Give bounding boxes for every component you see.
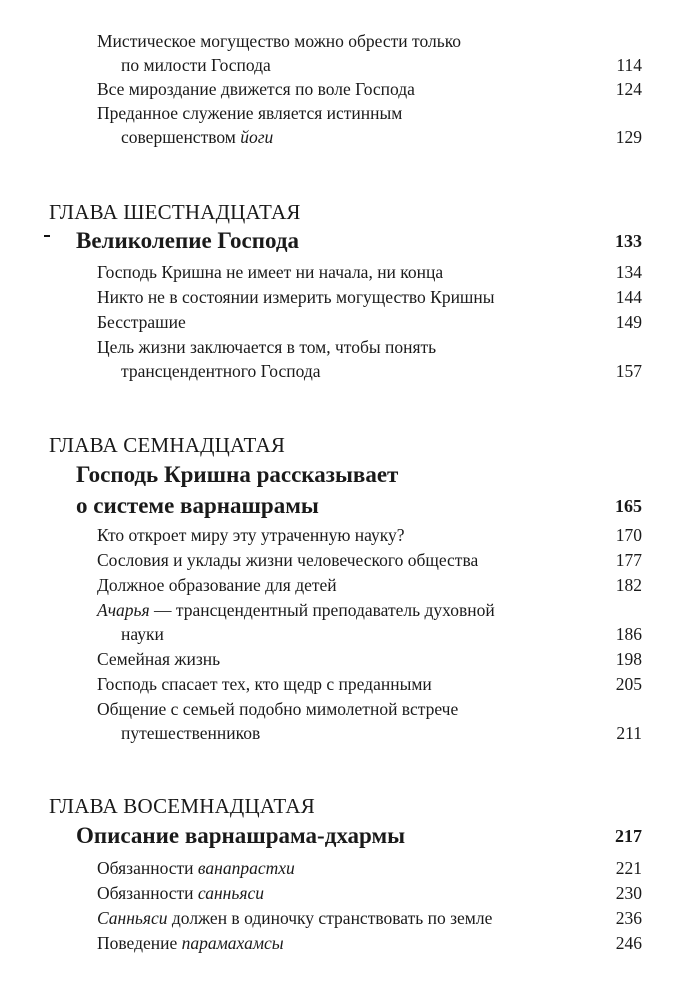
toc-page-number: 221 <box>615 858 642 878</box>
toc-entry[interactable] <box>97 697 557 745</box>
toc-entry-text: Кто откроет миру эту утраченную науку? <box>97 525 405 545</box>
toc-page-number: 144 <box>615 287 642 307</box>
toc-entry-text: Все мироздание движется по воле Господа <box>97 79 415 99</box>
toc-entry[interactable] <box>97 647 557 671</box>
toc-entry-text: Бесстрашие <box>97 312 186 332</box>
toc-entry-text-cont: науки <box>121 624 164 644</box>
chapter-page-number: 217 <box>615 826 642 846</box>
toc-entry[interactable] <box>97 29 557 77</box>
toc-entry-text <box>97 883 264 903</box>
toc-entry-italic: парамахамсы <box>181 933 284 953</box>
toc-entry-italic: Ачарья <box>97 600 150 620</box>
toc-entry-plain: — трансцендентный преподаватель духовной <box>149 600 495 620</box>
toc-entry[interactable] <box>97 523 557 547</box>
toc-entry[interactable] <box>97 260 557 284</box>
toc-entry[interactable] <box>97 335 557 383</box>
chapter-page-number: 133 <box>615 231 642 251</box>
toc-entry-italic: санньяси <box>197 883 264 903</box>
toc-page-number: 198 <box>615 649 642 669</box>
toc-page-number: 124 <box>615 79 642 99</box>
chapter-heading: ГЛАВА СЕМНАДЦАТАЯ <box>49 433 286 457</box>
toc-entry-text-cont: трансцендентного Господа <box>121 361 321 381</box>
toc-page-number: 205 <box>615 674 642 694</box>
toc-page-number: 157 <box>615 361 642 381</box>
toc-page-number: 246 <box>615 933 642 953</box>
toc-entry[interactable] <box>97 548 557 572</box>
toc-entry-text: Мистическое могущество можно обрести только <box>97 31 462 51</box>
toc-entry-text: Преданное служение является истинным <box>97 103 403 123</box>
toc-entry-plain: совершенством <box>121 127 241 147</box>
chapter-title[interactable]: Господь Кришна рассказывает <box>76 462 399 487</box>
chapter-title[interactable]: Великолепие Господа <box>76 228 299 253</box>
toc-entry-text-cont: путешественников <box>121 723 261 743</box>
toc-entry-plain: должен в одиночку странствовать по земле <box>167 908 493 928</box>
toc-entry-plain: Поведение <box>97 933 182 953</box>
toc-entry-text: Цель жизни заключается в том, чтобы понять <box>97 337 437 357</box>
chapter-title[interactable]: Описание варнашрама-дхармы <box>76 823 406 848</box>
toc-page-number: 129 <box>615 127 642 147</box>
toc-entry-text: Семейная жизнь <box>97 649 221 669</box>
toc-entry[interactable] <box>97 931 557 955</box>
toc-entry[interactable] <box>97 672 557 696</box>
toc-entry[interactable] <box>97 101 557 149</box>
toc-entry[interactable] <box>97 906 557 930</box>
toc-entry-text-cont: по милости Господа <box>121 55 271 75</box>
toc-entry-text <box>97 933 284 953</box>
toc-entry-text: Господь Кришна не имеет ни начала, ни конца <box>97 262 444 282</box>
toc-entry-text-cont <box>97 125 557 149</box>
chapter-title-cont[interactable]: о системе варнашрамы <box>76 493 319 518</box>
toc-entry-text: Общение с семьей подобно мимолетной встрече <box>97 699 459 719</box>
toc-entry-italic: йоги <box>240 127 274 147</box>
toc-page-number: 149 <box>615 312 642 332</box>
toc-entry-text <box>97 858 295 878</box>
margin-mark <box>44 235 50 237</box>
toc-entry-text: Господь спасает тех, кто щедр с преданными <box>97 674 432 694</box>
chapter-heading: ГЛАВА ВОСЕМНАДЦАТАЯ <box>49 794 315 818</box>
toc-page-number: 186 <box>615 624 642 644</box>
toc-entry-text: Должное образование для детей <box>97 575 337 595</box>
toc-page-number: 230 <box>615 883 642 903</box>
toc-page-number: 177 <box>615 550 642 570</box>
toc-entry[interactable] <box>97 77 557 101</box>
toc-entry-italic: ванапрастхи <box>197 858 295 878</box>
toc-page-number: 211 <box>616 723 642 743</box>
toc-entry[interactable] <box>97 573 557 597</box>
toc-page-number: 170 <box>615 525 642 545</box>
toc-page-number: 134 <box>615 262 642 282</box>
toc-entry-text <box>97 908 492 928</box>
toc-entry-plain: Обязанности <box>97 858 198 878</box>
toc-page-number: 114 <box>616 55 642 75</box>
toc-entry[interactable] <box>97 881 557 905</box>
toc-entry[interactable] <box>97 310 557 334</box>
toc-entry-italic: Санньяси <box>97 908 168 928</box>
chapter-page-number: 165 <box>615 496 642 516</box>
toc-page-number: 182 <box>615 575 642 595</box>
toc-entry[interactable] <box>97 856 557 880</box>
toc-page-number: 236 <box>615 908 642 928</box>
toc-entry-text: Никто не в состоянии измерить могущество Кришны <box>97 287 495 307</box>
toc-entry[interactable] <box>97 598 557 646</box>
toc-entry-text <box>97 600 495 620</box>
toc-entry-text: Сословия и уклады жизни человеческого общества <box>97 550 479 570</box>
chapter-heading: ГЛАВА ШЕСТНАДЦАТАЯ <box>49 200 301 224</box>
toc-entry[interactable] <box>97 285 557 309</box>
toc-entry-plain: Обязанности <box>97 883 198 903</box>
